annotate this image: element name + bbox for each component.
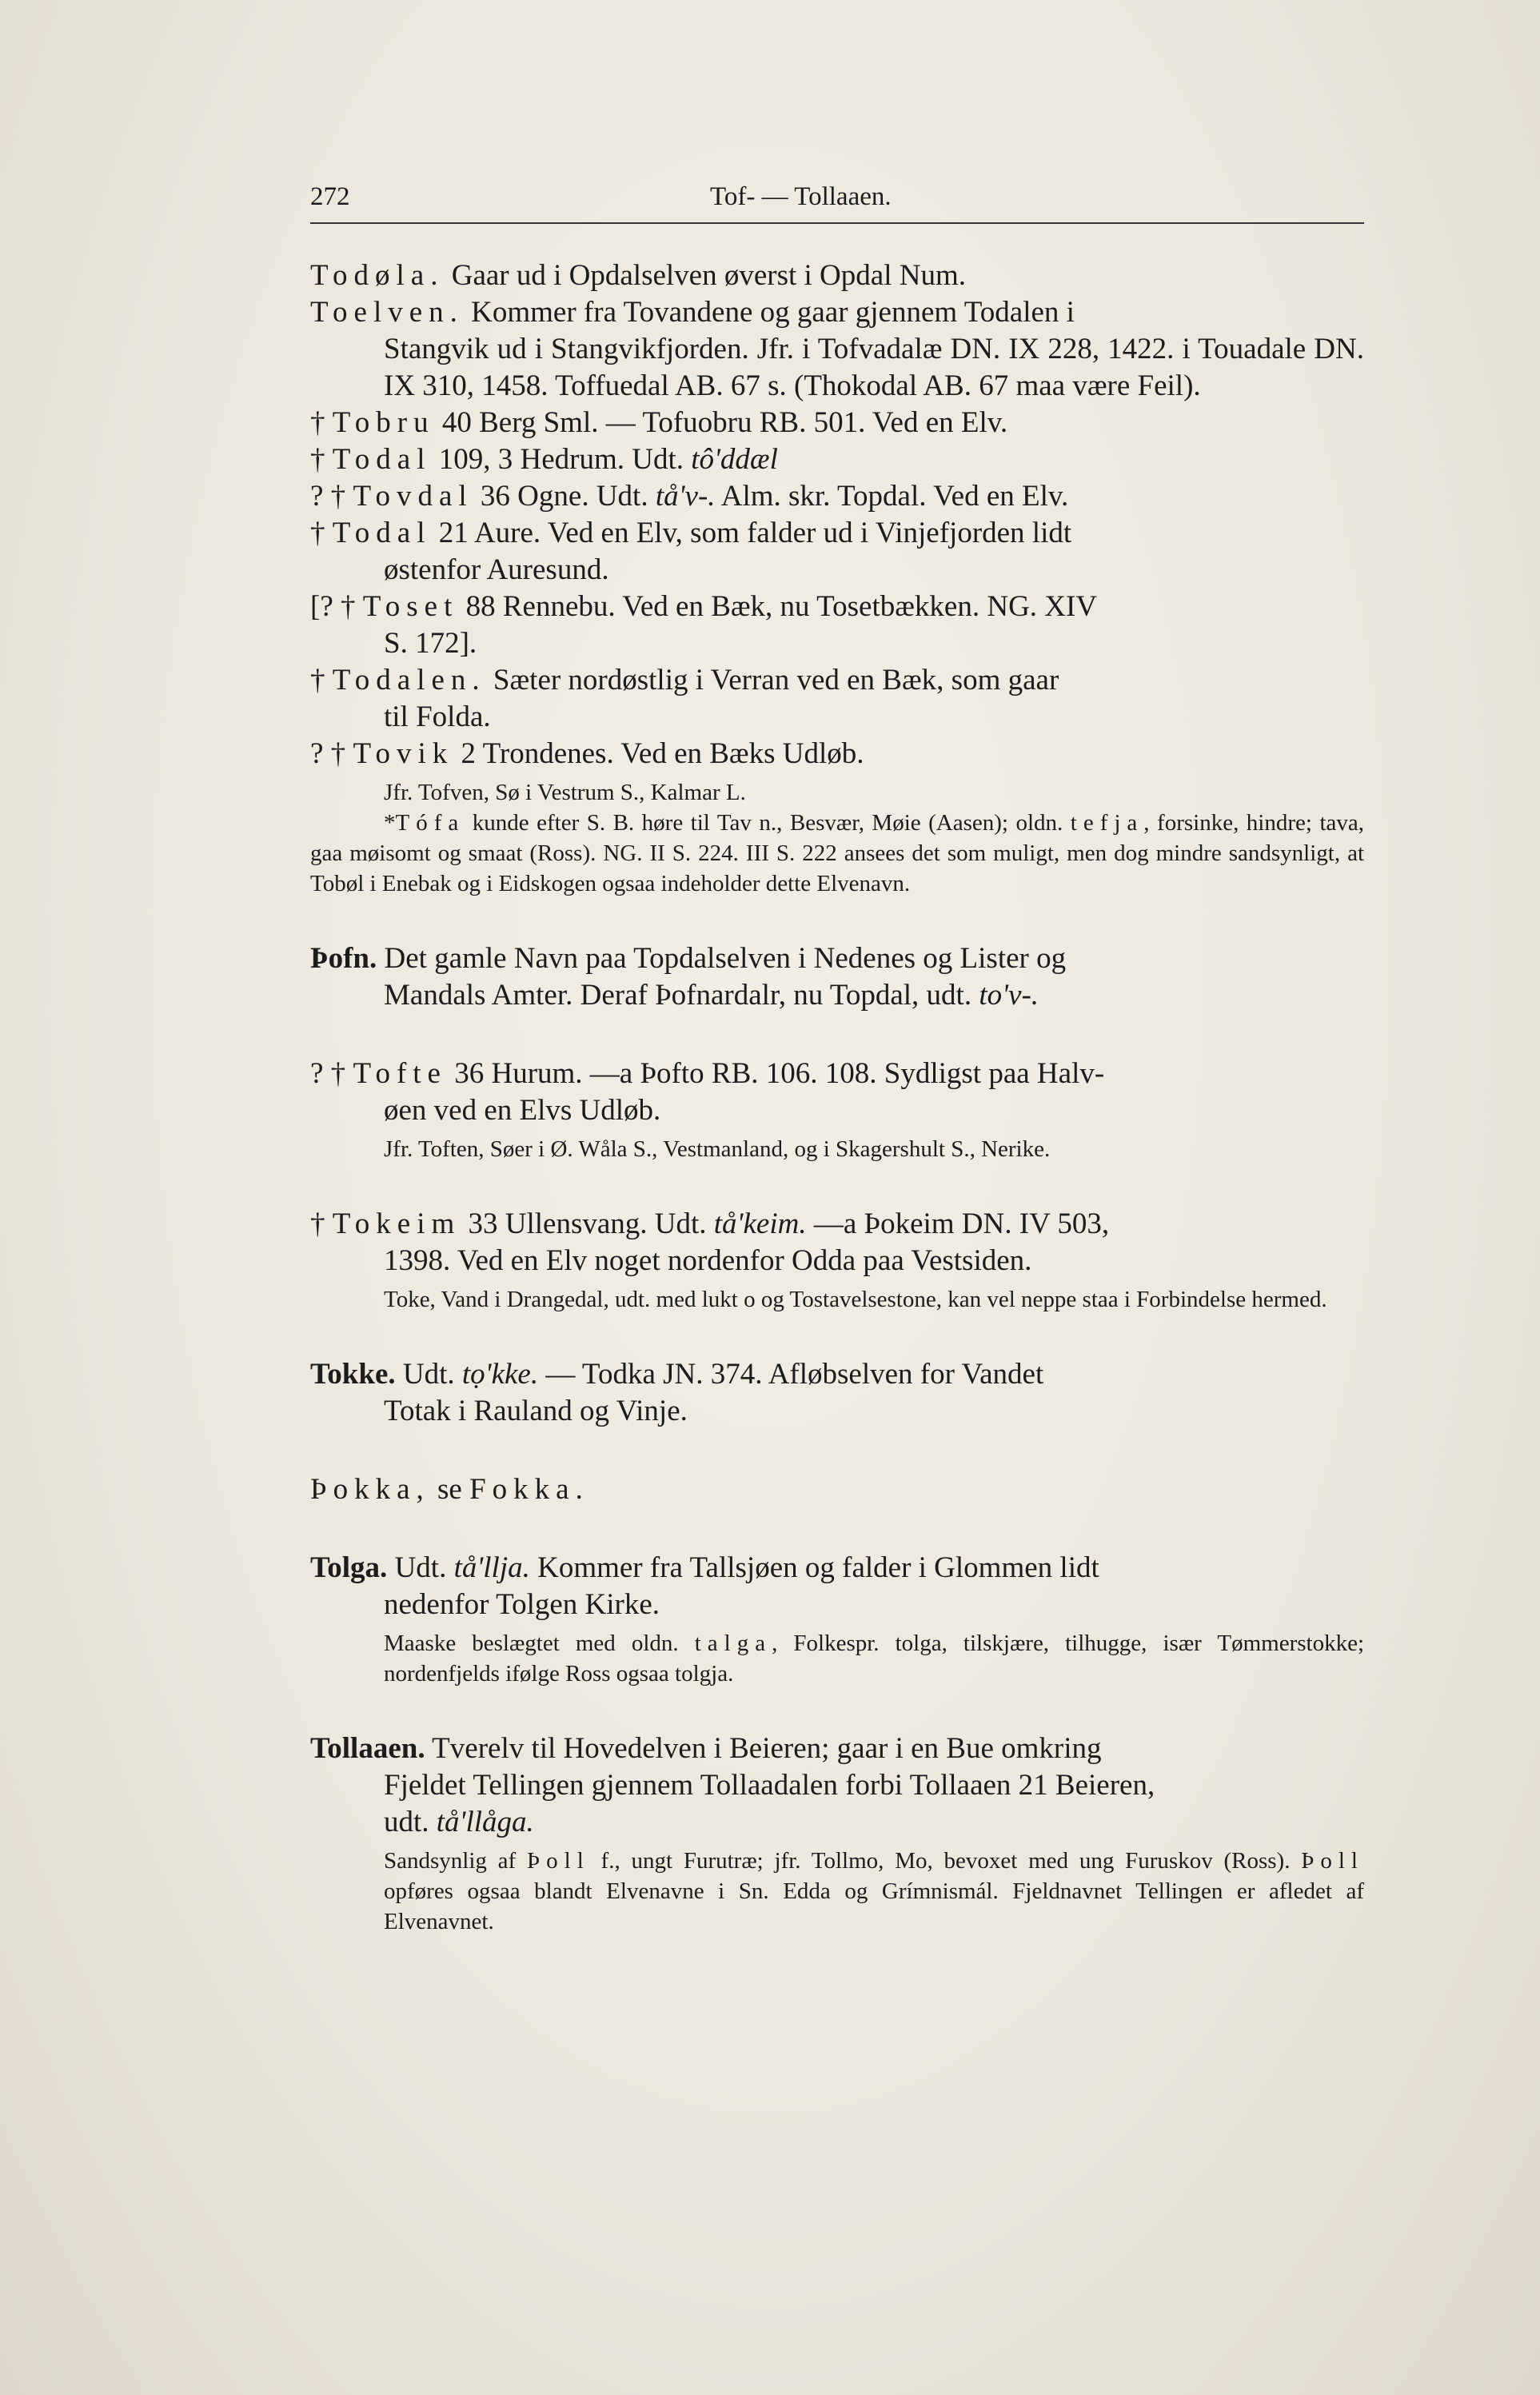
pronunciation: tå'keim. xyxy=(713,1207,807,1240)
note-word: talga xyxy=(694,1631,772,1656)
headword: Toset xyxy=(362,590,459,623)
note-star: * xyxy=(384,810,396,836)
headword: Tokke. xyxy=(310,1358,396,1391)
entry-continuation: Fjeldet Tellingen gjennem Tollaadalen forbi Tollaaen 21 Beieren, xyxy=(384,1769,1155,1802)
entry-tobru xyxy=(310,405,1364,441)
note-headword: Tófa xyxy=(395,810,465,836)
headword: Tollaaen. xyxy=(310,1732,425,1765)
entry-prefix: † xyxy=(310,406,333,439)
entry-text: Udt. xyxy=(395,1358,462,1391)
entry-continuation-2 xyxy=(384,1804,1364,1841)
entry-tollaaen xyxy=(310,1730,1364,1841)
running-title: Tof- — Tollaaen. xyxy=(710,182,892,211)
headword: Tovdal xyxy=(353,480,473,513)
entry-text: Gaar ud i Opdalselven øverst i Opdal Num. xyxy=(451,259,966,292)
entry-continuation: østenfor Auresund. xyxy=(384,553,609,586)
note-tolga xyxy=(310,1628,1364,1689)
entry-prefix: † xyxy=(310,664,333,697)
headword: Tokeim xyxy=(332,1207,461,1240)
entry-prefix: ? † xyxy=(310,480,353,513)
note-tollaaen xyxy=(310,1846,1364,1937)
entry-toelven xyxy=(310,294,1364,405)
entry-text: 109, 3 Hedrum. Udt. xyxy=(438,443,692,476)
entry-continuation: Stangvik ud i Stangvikfjorden. Jfr. i Tofvadalæ DN. IX 228, 1422. i Touadale DN. IX 310, 1458. Toffuedal AB. 67 s. (Thokodal AB. 67 maa være Feil). xyxy=(384,333,1364,402)
entry-text: 36 Hurum. —a Þofto RB. 106. 108. Sydligst paa Halv- xyxy=(446,1057,1105,1090)
entry-text: Kommer fra Tovandene og gaar gjennem Todalen i xyxy=(471,296,1075,329)
entry-tokke xyxy=(310,1356,1364,1430)
entry-text: 88 Rennebu. Ved en Bæk, nu Tosetbækken. NG. XIV xyxy=(465,590,1098,623)
note-text: kunde efter S. B. høre til Tav n., Besvær, Møie (Aasen); oldn. xyxy=(465,810,1063,836)
entry-tovdal xyxy=(310,478,1364,515)
entry-text-2: —a Þokeim DN. IV 503, xyxy=(806,1207,1110,1240)
note-tofte xyxy=(310,1134,1364,1164)
note-text: Jfr. Toften, Søer i Ø. Wåla S., Vestmanland, og i Skagershult S., Nerike. xyxy=(384,1136,1051,1162)
entry-text-2: Kommer fra Tallsjøen og falder i Glommen lidt xyxy=(529,1551,1099,1584)
entry-text: se xyxy=(429,1473,470,1506)
entry-text: 40 Berg Sml. — Tofuobru RB. 501. Ved en Elv. xyxy=(441,406,1008,439)
header-rule xyxy=(310,222,1364,224)
page-number: 272 xyxy=(310,182,350,211)
note-word-2: Þoll xyxy=(1301,1848,1364,1874)
headword: Tolga. xyxy=(310,1551,388,1584)
note-text: Maaske beslægtet med oldn. xyxy=(384,1631,695,1656)
note-text-2: , Folkespr. tolga, tilskjære, tilhugge, især Tømmerstokke; nordenfjelds ifølge Ross ogsaa tolgja. xyxy=(384,1631,1364,1686)
headword: Todalen. xyxy=(332,664,486,697)
headword: Tovik xyxy=(353,737,454,770)
pronunciation: tô'ddæl xyxy=(691,443,778,476)
note-text-3: opføres ogsaa blandt Elvenavne i Sn. Edda og Grímnismál. Fjeldnavnet Tellingen er afledet af Elvenavnet. xyxy=(384,1878,1364,1934)
entry-thofn xyxy=(310,940,1364,1014)
continuation-text: Mandals Amter. Deraf Þofnardalr, nu Topdal, udt. xyxy=(384,979,979,1012)
entry-continuation: til Folda. xyxy=(384,701,491,733)
page-header xyxy=(310,182,1364,221)
entry-todal-hedrum xyxy=(310,441,1364,478)
entry-prefix: ? † xyxy=(310,1057,353,1090)
entry-todalen xyxy=(310,662,1364,736)
headword: Þokka, xyxy=(310,1473,430,1506)
headword: Tobru xyxy=(332,406,435,439)
entry-prefix: † xyxy=(310,443,333,476)
entry-toset xyxy=(310,589,1364,662)
headword: Toelven. xyxy=(310,296,464,329)
entry-text: 21 Aure. Ved en Elv, som falder ud i Vinjefjorden lidt xyxy=(438,517,1072,549)
continuation-text: udt. xyxy=(384,1806,437,1838)
entry-text-2: — Todka JN. 374. Afløbselven for Vandet xyxy=(538,1358,1044,1391)
note-headword-2: tefja xyxy=(1070,810,1144,836)
entry-tolga xyxy=(310,1550,1364,1623)
entry-text-2: Alm. skr. Topdal. Ved en Elv. xyxy=(715,480,1069,513)
note-paragraph xyxy=(310,808,1364,899)
entry-continuation: S. 172]. xyxy=(384,627,477,660)
headword: Todal xyxy=(332,443,432,476)
entry-todal-aure xyxy=(310,515,1364,589)
headword: Todøla. xyxy=(310,259,445,292)
entry-tovik xyxy=(310,736,1364,772)
cross-reference: Fokka. xyxy=(469,1473,589,1506)
pronunciation: tọ'kke. xyxy=(461,1358,539,1391)
note-paragraph xyxy=(310,1846,1364,1937)
entry-text: Sæter nordøstlig i Verran ved en Bæk, som gaar xyxy=(493,664,1059,697)
entry-tokeim xyxy=(310,1206,1364,1279)
headword: Þofn. xyxy=(310,942,377,975)
note-tokeim xyxy=(310,1284,1364,1315)
entry-text: Det gamle Navn paa Topdalselven i Nedenes og Lister og xyxy=(377,942,1067,975)
headword: Tofte xyxy=(353,1057,447,1090)
entry-prefix: † xyxy=(310,517,333,549)
note-line: Jfr. Tofven, Sø i Vestrum S., Kalmar L. xyxy=(384,780,746,805)
note-text-2: f., ungt Furutræ; jfr. Tollmo, Mo, bevoxet med ung Furuskov (Ross). xyxy=(589,1848,1302,1874)
note-text-2: , forsinke, hindre; tava, gaa møisomt og smaat (Ross). NG. II S. 224. III S. 222 ansees det som muligt, men dog mindre sandsynligt, at Tobøl i Enebak og i Eidskogen ogsaa indeholder dette Elvenavn. xyxy=(310,810,1364,896)
entry-todola xyxy=(310,257,1364,294)
pronunciation: tå'v-. xyxy=(655,480,716,513)
entry-text: 36 Ogne. Udt. xyxy=(480,480,656,513)
note-text: Toke, Vand i Drangedal, udt. med lukt o og Tostavelsestone, kan vel neppe staa i Forbindelse hermed. xyxy=(384,1287,1327,1312)
entry-continuation: 1398. Ved en Elv noget nordenfor Odda paa Vestsiden. xyxy=(384,1244,1032,1277)
note-word: Þoll xyxy=(527,1848,590,1874)
entry-text: Udt. xyxy=(387,1551,454,1584)
pronunciation: tå'llja. xyxy=(453,1551,530,1584)
entry-continuation: nedenfor Tolgen Kirke. xyxy=(384,1588,660,1621)
dictionary-content xyxy=(310,257,1364,1937)
entry-thokka xyxy=(310,1471,1364,1508)
pronunciation: tå'llåga. xyxy=(436,1806,534,1838)
entry-continuation: Totak i Rauland og Vinje. xyxy=(384,1395,688,1427)
entry-prefix: † xyxy=(310,1207,333,1240)
headword: Todal xyxy=(332,517,432,549)
entry-prefix: [? † xyxy=(310,590,363,623)
entry-continuation xyxy=(384,977,1364,1014)
note-text: Sandsynlig af xyxy=(384,1848,528,1874)
entry-tofte xyxy=(310,1056,1364,1129)
note-tof xyxy=(310,777,1364,899)
entry-text: 2 Trondenes. Ved en Bæks Udløb. xyxy=(461,737,864,770)
entry-continuation: øen ved en Elvs Udløb. xyxy=(384,1094,661,1127)
entry-text: 33 Ullensvang. Udt. xyxy=(461,1207,714,1240)
pronunciation: to'v-. xyxy=(979,979,1039,1012)
entry-text: Tverelv til Hovedelven i Beieren; gaar i en Bue omkring xyxy=(425,1732,1102,1765)
entry-prefix: ? † xyxy=(310,737,353,770)
note-paragraph xyxy=(310,1628,1364,1689)
